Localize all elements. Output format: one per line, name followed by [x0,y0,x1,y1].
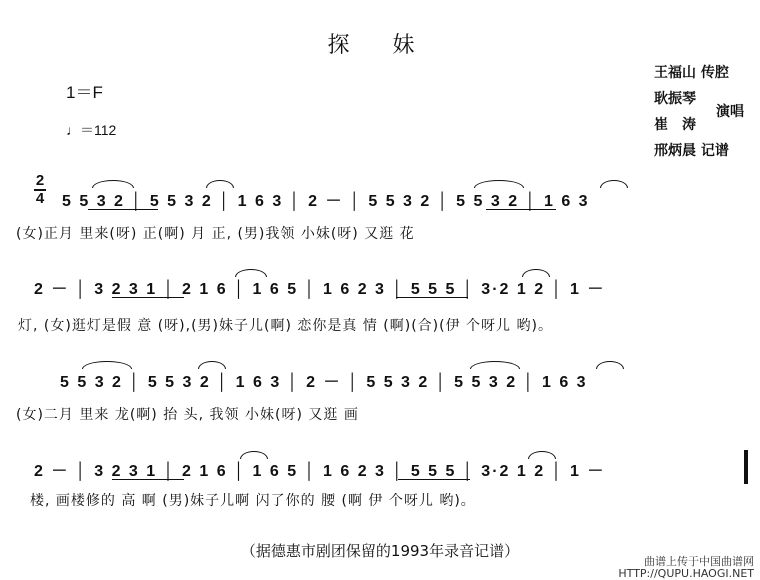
notation-row-4: 2 － │ 3 2 3 1 │ 2 1 6 │ 1 6 5 │ 1 6 2 3 │ 5 5 5 │ 3·2 1 2 │ 1 － [34,463,606,480]
slur-mark [600,180,628,188]
watermark-line-2: HTTP://QUPU.HAOGI.NET [618,567,754,580]
notation-row-1: 5 5 3 2 │ 5 5 3 2 │ 1 6 3 │ 2 － │ 5 5 3 2 │ 5 5 3 2 │ 1 6 3 [62,193,590,210]
slur-mark [474,180,524,188]
credit-singer-2: 崔 涛 [654,117,696,133]
lyrics-row-3: (女)二月 里来 龙(啊) 抬 头, 我领 小妹(呀) 又逛 画 [16,407,359,423]
lyrics-row-4: 楼, 画楼修的 高 啊 (男)妹子儿啊 闪了你的 腰 (啊 伊 个呀儿 哟)。 [30,493,476,509]
slur-mark [92,180,134,188]
credit-transcriber: 邢炳晨 记谱 [654,143,729,159]
credit-singer-1: 耿振琴 [654,91,696,107]
beam-underline [88,209,158,210]
beam-underline [398,479,470,480]
slur-mark [82,361,132,369]
notation-row-3: 5 5 3 2 │ 5 5 3 2 │ 1 6 3 │ 2 － │ 5 5 3 2 │ 5 5 3 2 │ 1 6 3 [60,374,588,391]
watermark [618,556,754,580]
lyrics-row-2: 灯, (女)逛灯是假 意 (呀),(男)妹子儿(啊) 恋你是真 情 (啊)(合)(伊 个呀儿 哟)。 [18,318,553,334]
slur-mark [528,451,556,459]
slur-mark [206,180,234,188]
final-barline [744,450,748,484]
time-signature [34,174,46,206]
page-title: 探 妹 [327,33,433,58]
time-signature-bottom: 4 [35,190,45,207]
key-signature: 1＝F [66,83,103,102]
beam-underline [112,297,184,298]
slur-mark [240,451,268,459]
source-note: （据德惠市剧团保留的1993年录音记谱） [240,542,520,560]
beam-underline [396,297,468,298]
beam-underline [112,479,184,480]
tempo-marking: ♩＝112 [66,122,117,138]
beam-underline [486,209,556,210]
time-signature-top: 2 [35,172,45,189]
credit-sing-label: 演唱 [716,104,744,120]
slur-mark [198,361,226,369]
watermark-line-1: 曲谱上传于中国曲谱网 [644,555,754,568]
slur-mark [235,269,267,277]
slur-mark [522,269,550,277]
notation-row-2: 2 － │ 3 2 3 1 │ 2 1 6 │ 1 6 5 │ 1 6 2 3 │ 5 5 5 │ 3·2 1 2 │ 1 － [34,281,606,298]
slur-mark [596,361,624,369]
lyrics-row-1: (女)正月 里来(呀) 正(啊) 月 正, (男)我领 小妹(呀) 又逛 花 [16,226,415,242]
slur-mark [470,361,520,369]
credit-composer: 王福山 传腔 [654,65,729,81]
